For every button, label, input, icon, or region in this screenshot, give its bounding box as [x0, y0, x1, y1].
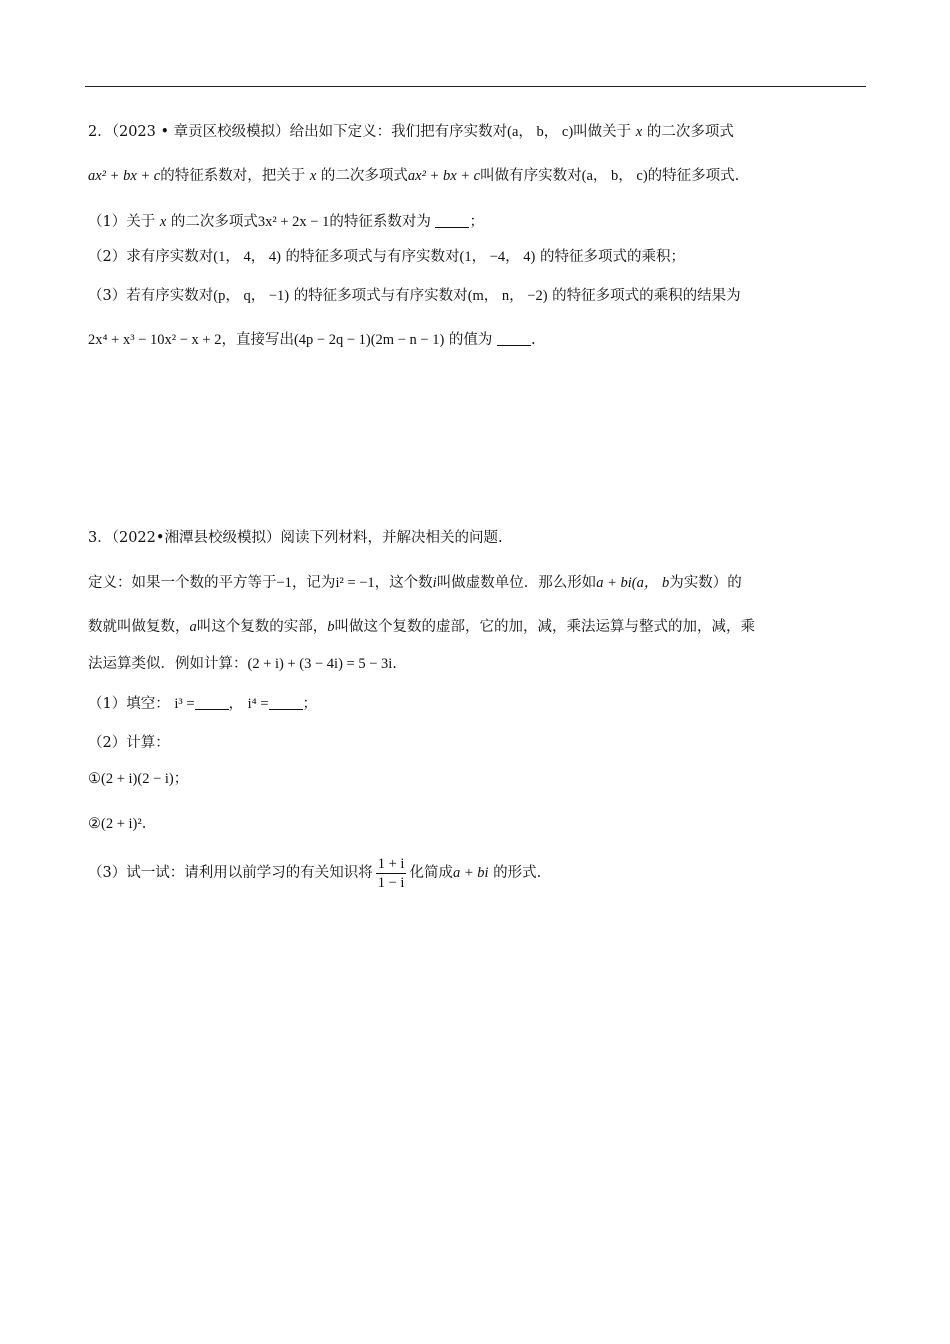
q3-p3-text1: 试一试：请利用以前学习的有关知识将: [126, 865, 373, 881]
q2-triple-2: (a， b， c): [581, 168, 648, 184]
q2-p2-text2: 的特征多项式与有序实数对: [285, 249, 460, 265]
q2-p3-end: .: [531, 332, 536, 348]
q3-part-2a: [88, 769, 188, 789]
q3-line2-text3: 叫做这个复数的虚部，它的加，减，乘法运算与整式的加，减，乘: [334, 619, 755, 635]
q2-part-1: [88, 212, 484, 232]
q3-p1-label: （1）: [88, 696, 127, 712]
q2-intro-text2: 叫做关于: [573, 124, 632, 140]
q3-line3-end: .: [392, 656, 397, 672]
q2-p3-label: （3）: [88, 288, 127, 304]
q2-var-x: x: [635, 124, 643, 140]
q3-p2a-expr: (2 + i)(2 − i): [101, 771, 174, 787]
q3-def-text1: 定义：如果一个数的平方等于: [88, 575, 277, 591]
q2-intro-text3: 的二次多项式: [646, 124, 734, 140]
q3-def-form: a + bi(a， b: [596, 575, 670, 591]
q3-p1-sep: ，: [228, 696, 244, 712]
q2-p2-label: （2）: [88, 249, 127, 265]
q2-number: 2．: [88, 124, 112, 140]
q2-p3-text1: 若有序实数对: [126, 288, 214, 304]
q3-def-text3: ，这个数: [374, 575, 433, 591]
q2-p3-answer-blank[interactable]: [497, 331, 531, 346]
q3-p2b-mark: ②: [88, 816, 101, 832]
q3-p2-label: （2）: [88, 735, 127, 751]
q3-line-1: [88, 528, 503, 548]
q2-p3-text3: 的特征多项式的乘积的结果为: [552, 288, 741, 304]
q3-line2-text1: 数就叫做复数，: [88, 619, 190, 635]
q2-p2-triple1: (1， 4， 4): [213, 249, 281, 265]
q3-source: （2022•湘潭县校级模拟）: [111, 530, 281, 546]
q2-line-2: [88, 166, 739, 186]
q3-p3-text2: 化简成: [409, 865, 453, 881]
q3-p1-end: ；: [302, 696, 318, 712]
q3-def-text4: 叫做虚数单位．那么形如: [436, 575, 597, 591]
q3-part-1: [88, 694, 317, 714]
q3-def-neg1: −1: [276, 575, 292, 591]
q2-line2-text2: 的二次多项式: [320, 168, 408, 184]
q2-p1-var-x: x: [159, 214, 167, 230]
q2-part-3-line-2: [88, 330, 536, 350]
q2-p3-text4: ，直接写出: [221, 332, 294, 348]
q2-p2-text1: 求有序实数对: [126, 249, 214, 265]
q2-triple: (a， b， c): [507, 124, 574, 140]
q2-source: （2023 • 章贡区校级模拟）: [111, 124, 290, 140]
q2-poly: ax² + bx + c: [88, 168, 161, 184]
q3-p3-denominator: 1 − i: [377, 874, 405, 891]
q3-p3-label: （3）: [88, 865, 127, 881]
q3-p3-fraction: [376, 855, 407, 892]
q3-p3-numerator: 1 + i: [377, 855, 405, 872]
q3-p3-form: a + bi: [452, 865, 489, 881]
q3-number: 3．: [88, 530, 112, 546]
q3-line2-text2: 叫这个复数的实部，: [196, 619, 328, 635]
q3-part-2b: [88, 814, 146, 834]
q3-var-b: b: [327, 619, 335, 635]
q2-intro-text: 给出如下定义：我们把有序实数对: [289, 124, 508, 140]
q2-line2-text4: 的特征多项式.: [647, 168, 740, 184]
q2-p3-triple2: (m， n， −2): [467, 288, 548, 304]
q3-def-text2: ，记为: [291, 575, 336, 591]
q2-p3-text5: 的值为: [448, 332, 493, 348]
q3-line3-text1: 法运算类似．例如计算：: [88, 656, 248, 672]
header-rule: [85, 86, 866, 87]
q3-p2a-end: ；: [173, 771, 189, 787]
q3-p3-text3: 的形式.: [493, 865, 542, 881]
q3-part-2: [88, 733, 170, 753]
q3-p1-text: 填空：: [126, 696, 170, 712]
q2-line-1: [88, 122, 734, 142]
q3-definition-line-1: [88, 573, 742, 593]
q2-part-2: [88, 247, 685, 267]
q2-line2-text1: 的特征系数对，把关于: [160, 168, 306, 184]
q2-p1-label: （1）: [88, 214, 127, 230]
q3-def-text5: 为实数）的: [669, 575, 742, 591]
q3-definition-line-2: [88, 617, 755, 637]
q3-p1-i4: i⁴ =: [247, 696, 269, 712]
q3-p1-i4-blank[interactable]: [269, 695, 303, 710]
q2-var-x-2: x: [309, 168, 317, 184]
q2-p1-text2: 的二次多项式: [170, 214, 258, 230]
q3-p1-i3-blank[interactable]: [195, 695, 229, 710]
q2-p1-text1: 关于: [126, 214, 156, 230]
q2-p1-poly: 3x² + 2x − 1: [257, 214, 330, 230]
q2-poly-2: ax² + bx + c: [407, 168, 481, 184]
q3-var-i: i: [432, 575, 437, 591]
q3-example: (2 + i) + (3 − 4i) = 5 − 3i: [247, 656, 393, 672]
q3-var-a: a: [189, 619, 197, 635]
q3-definition-line-3: [88, 654, 397, 674]
q3-p1-i3: i³ =: [174, 696, 195, 712]
q2-line2-text3: 叫做有序实数对: [480, 168, 582, 184]
q2-p2-triple2: (1， −4， 4): [459, 249, 536, 265]
q2-part-3: [88, 286, 741, 306]
q3-p2a-mark: ①: [88, 771, 101, 787]
q3-intro: 阅读下列材料，并解决相关的问题.: [280, 530, 503, 546]
q3-def-eq: i² = −1: [335, 575, 375, 591]
q3-p2b-expr: (2 + i)²: [101, 816, 142, 832]
q2-p2-text3: 的特征多项式的乘积；: [539, 249, 685, 265]
q2-p3-expr: (4p − 2q − 1)(2m − n − 1): [293, 332, 445, 348]
q2-p1-answer-blank[interactable]: [435, 213, 469, 228]
q2-p1-end: ；: [469, 214, 484, 230]
q3-part-3: [88, 854, 541, 892]
q2-p3-text2: 的特征多项式与有序实数对: [293, 288, 468, 304]
q3-p2-text: 计算：: [126, 735, 170, 751]
q3-p2b-end: .: [141, 816, 147, 832]
q2-p3-poly: 2x⁴ + x³ − 10x² − x + 2: [88, 332, 222, 348]
q2-p3-triple1: (p， q， −1): [213, 288, 290, 304]
q2-p1-text3: 的特征系数对为: [329, 214, 431, 230]
